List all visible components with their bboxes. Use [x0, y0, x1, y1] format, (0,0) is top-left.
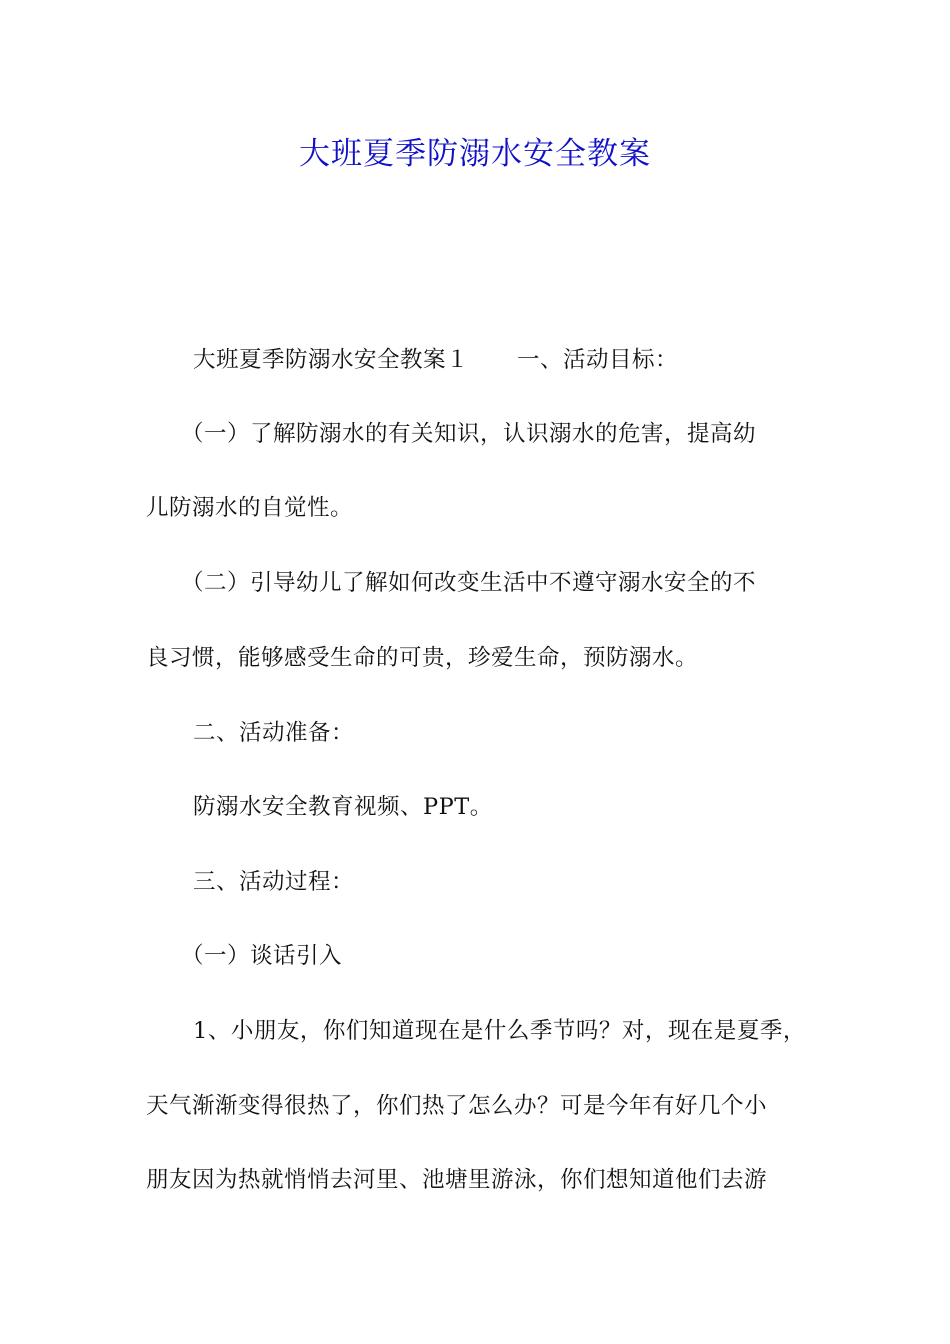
paragraph-line: 1、小朋友，你们知道现在是什么季节吗？对，现在是夏季， — [193, 1018, 806, 1044]
lesson-heading: 大班夏季防溺水安全教案１ — [193, 347, 470, 373]
paragraph-line: （二）引导幼儿了解如何改变生活中不遵守溺水安全的不 — [181, 570, 757, 596]
section-heading-goals: 一、活动目标： — [517, 347, 679, 373]
paragraph-line: 朋友因为热就悄悄去河里、池塘里游泳，你们想知道他们去游 — [146, 1167, 768, 1193]
subsection-heading: （一）谈话引入 — [181, 943, 343, 969]
paragraph-line: （一）了解防溺水的有关知识，认识溺水的危害，提高幼 — [181, 421, 757, 447]
paragraph-line: 良习惯，能够感受生命的可贵，珍爱生命，预防溺水。 — [146, 645, 699, 671]
paragraph-line: 天气渐渐变得很热了，你们热了怎么办？可是今年有好几个小 — [146, 1093, 768, 1119]
paragraph-line: 防溺水安全教育视频、PPT。 — [193, 794, 493, 820]
section-heading-preparation: 二、活动准备： — [193, 720, 355, 746]
section-heading-process: 三、活动过程： — [193, 869, 355, 895]
paragraph-line-heading — [193, 342, 873, 378]
paragraph-line: 儿防溺水的自觉性。 — [146, 495, 354, 521]
document-title: 大班夏季防溺水安全教案 — [299, 136, 651, 172]
